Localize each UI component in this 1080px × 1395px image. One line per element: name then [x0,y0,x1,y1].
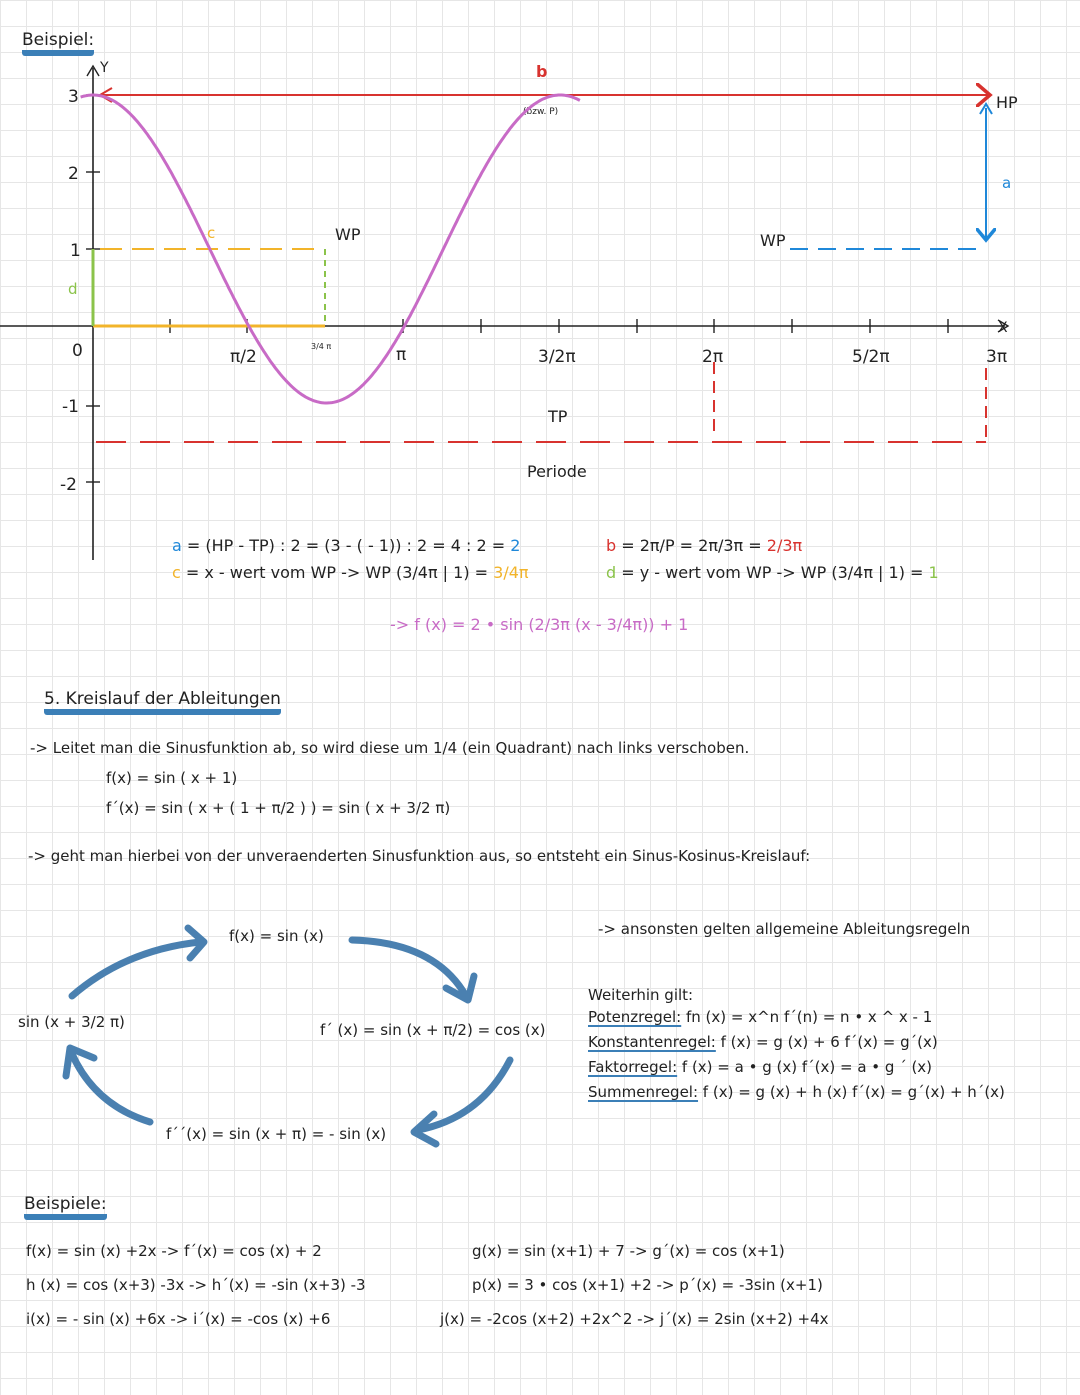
calc-b-text: = 2π/P = 2π/3π = [616,536,767,555]
kreislauf-line1: -> Leitet man die Sinusfunktion ab, so wird diese um 1/4 (ein Quadrant) nach links verschoben. [30,739,750,757]
tp-label: TP [548,407,568,426]
example-left-3: i(x) = - sin (x) +6x -> i´(x) = -cos (x) +6 [26,1310,331,1328]
example-left-2: h (x) = cos (x+3) -3x -> h´(x) = -sin (x+3) -3 [26,1276,366,1294]
x-tick-3pi: 3π [986,347,1008,367]
rule-konstanten-text: f (x) = g (x) + 6 f´(x) = g´(x) [715,1033,938,1051]
calc-c-line [172,563,529,582]
calc-b-result: 2/3π [766,536,803,555]
example-left-1: f(x) = sin (x) +2x -> f´(x) = cos (x) + 2 [26,1242,322,1260]
x-tick-3-2pi: 3/2π [538,347,576,367]
rule-summen-text: f (x) = g (x) + h (x) f´(x) = g´(x) + h´(x) [698,1083,1005,1101]
x-tick-3-4pi: 3/4 π [311,342,332,351]
x-tick-2pi: 2π [702,347,724,367]
rule-konstanten [588,1033,938,1051]
x-axis-label: X [998,320,1008,336]
rules-weiterhin: Weiterhin gilt: [588,986,694,1004]
calc-d-text: = y - wert vom WP -> WP (3/4π | 1) = [616,563,929,582]
section-heading-beispiele [24,1194,107,1220]
kreislauf-example-f: f(x) = sin ( x + 1) [106,769,238,787]
y-tick-neg2: -2 [60,475,77,495]
rule-potenz [588,1008,932,1026]
example-right-3: j(x) = -2cos (x+2) +2x^2 -> j´(x) = 2sin (x+2) +4x [440,1310,829,1328]
kreislauf-example-fprime: f´(x) = sin ( x + ( 1 + π/2 ) ) = sin ( x + 3/2 π) [106,799,451,817]
calc-d-var: d [606,563,617,582]
function-result: -> f (x) = 2 • sin (2/3π (x - 3/4π)) + 1 [390,615,689,634]
y-tick-neg1: -1 [62,397,79,417]
example-right-1: g(x) = sin (x+1) + 7 -> g´(x) = cos (x+1) [472,1242,785,1260]
cycle-arrow-bottom-left [72,1054,150,1122]
section-heading-kreislauf [44,689,281,715]
wp-left-label: WP [335,225,361,244]
y-tick-3: 3 [68,87,79,107]
calc-a-text: = (HP - TP) : 2 = (3 - ( - 1)) : 2 = 4 : 2 = [181,536,511,555]
rule-summen [588,1083,1005,1101]
example-right-2: p(x) = 3 • cos (x+1) +2 -> p´(x) = -3sin (x+1) [472,1276,823,1294]
y-axis-label: Y [100,60,109,76]
calc-b-line [606,536,802,555]
rule-konstanten-label: Konstantenregel: [588,1033,716,1051]
rule-potenz-text: fn (x) = x^n f´(n) = n • x ^ x - 1 [681,1008,933,1026]
sine-curve [81,95,580,403]
x-tick-pi-half: π/2 [230,347,257,367]
periode-label: Periode [527,462,587,481]
heading-text: Beispiele: [24,1194,107,1220]
calc-c-result: 3/4π [493,563,529,582]
rule-faktor [588,1058,932,1076]
rule-summen-label: Summenregel: [588,1083,699,1101]
calc-d-line [606,563,939,582]
calc-a-result: 2 [510,536,521,555]
kreislauf-line2: -> geht man hierbei von der unveraenderten Sinusfunktion aus, so entsteht ein Sinus-Kosinus-Kreislauf: [28,847,811,865]
rule-faktor-label: Faktorregel: [588,1058,678,1076]
rules-intro: -> ansonsten gelten allgemeine Ableitungsregeln [598,920,971,938]
calc-c-text: = x - wert vom WP -> WP (3/4π | 1) = [180,563,494,582]
y-tick-0: 0 [72,341,83,361]
heading-text: 5. Kreislauf der Ableitungen [44,689,281,715]
calc-a-line [172,536,520,555]
b-label: b [536,62,548,81]
cycle-left: sin (x + 3/2 π) [18,1013,125,1031]
a-label: a [1002,174,1012,192]
rule-faktor-text: f (x) = a • g (x) f´(x) = a • g ´ (x) [677,1058,933,1076]
calc-d-result: 1 [928,563,939,582]
cycle-top: f(x) = sin (x) [229,927,324,945]
hp-label: HP [996,93,1018,112]
rule-potenz-label: Potenzregel: [588,1008,682,1026]
calc-b-var: b [606,536,617,555]
y-tick-1: 1 [70,241,81,261]
b-note: (bzw. P) [523,107,559,117]
wp-right-label: WP [760,231,786,250]
x-tick-5-2pi: 5/2π [852,347,890,367]
y-tick-2: 2 [68,164,79,184]
calc-a-var: a [172,536,182,555]
calc-c-var: c [172,563,181,582]
sine-graph [0,50,1080,570]
d-label: d [68,280,78,298]
cycle-right: f´ (x) = sin (x + π/2) = cos (x) [320,1021,546,1039]
cycle-arrow-top-left [72,942,200,996]
c-label: c [207,224,216,242]
cycle-bottom: f´´(x) = sin (x + π) = - sin (x) [166,1125,387,1143]
x-tick-pi: π [396,345,407,365]
heading-text: Beispiel: [22,30,94,56]
